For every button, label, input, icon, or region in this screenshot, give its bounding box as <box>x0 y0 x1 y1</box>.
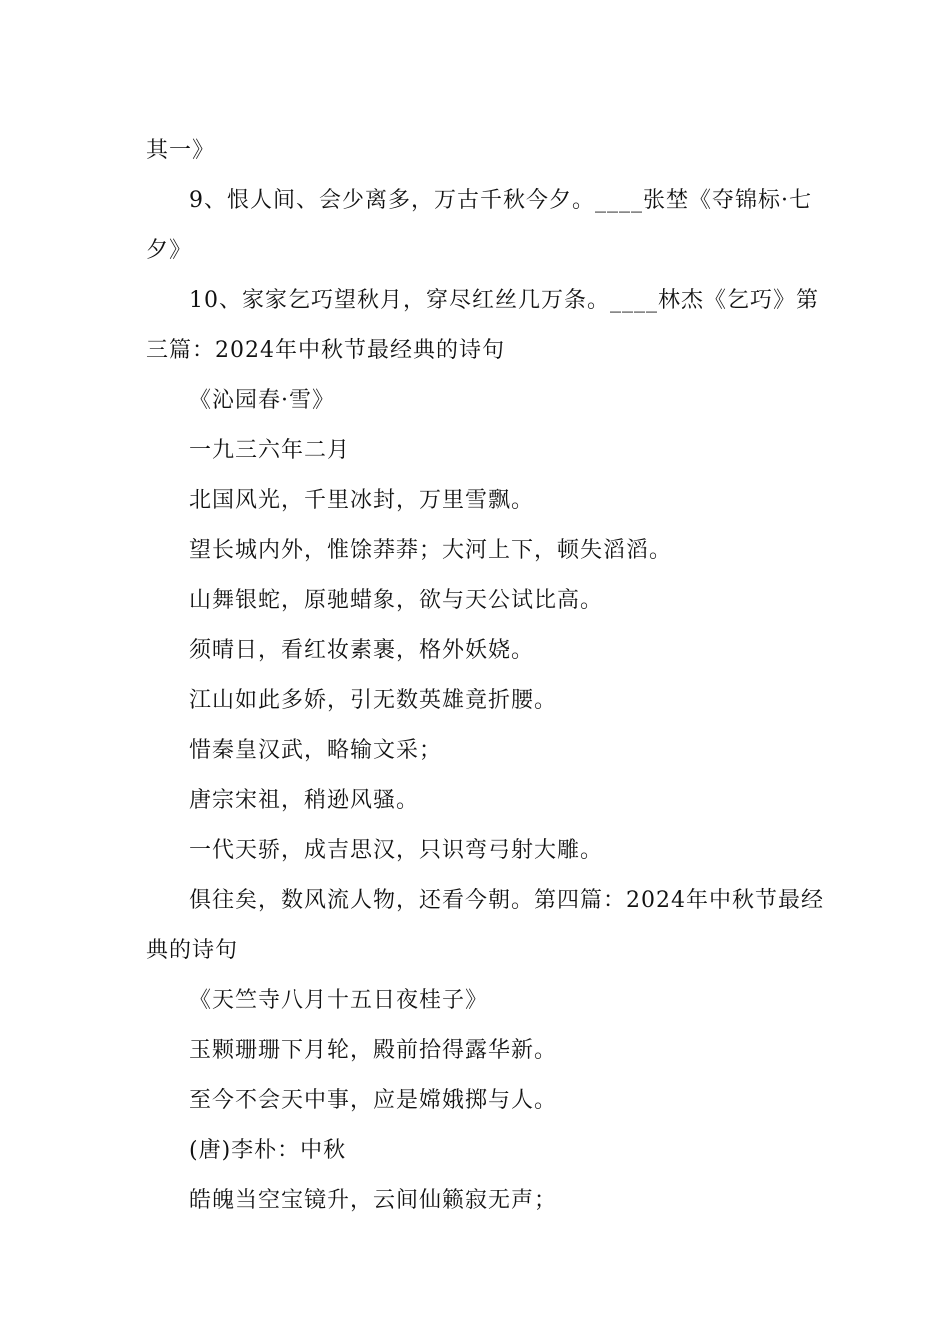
text-line: 望长城内外，惟馀莽莽；大河上下，顿失滔滔。 <box>189 538 673 563</box>
text-line: 10、家家乞巧望秋月，穿尽红丝几万条。____林杰《乞巧》第 <box>189 288 819 313</box>
text-line: 俱往矣，数风流人物，还看今朝。第四篇：2024年中秋节最经 <box>189 888 824 913</box>
text-line: 至今不会天中事，应是嫦娥掷与人。 <box>189 1088 558 1113</box>
poem-title: 《沁园春·雪》 <box>189 388 335 413</box>
text-line: 江山如此多娇，引无数英雄竟折腰。 <box>189 688 558 713</box>
text-line: 北国风光，千里冰封，万里雪飘。 <box>189 488 535 513</box>
text-line: 玉颗珊珊下月轮，殿前拾得露华新。 <box>189 1038 558 1063</box>
text-line: 夕》 <box>146 238 193 263</box>
text-line: 一代天骄，成吉思汉，只识弯弓射大雕。 <box>189 838 604 863</box>
text-line: 惜秦皇汉武，略输文采； <box>189 738 443 763</box>
text-line: (唐)李朴：中秋 <box>189 1138 347 1163</box>
text-line: 三篇：2024年中秋节最经典的诗句 <box>146 338 505 363</box>
text-line: 皓魄当空宝镜升，云间仙籁寂无声； <box>189 1188 558 1213</box>
text-line: 唐宗宋祖，稍逊风骚。 <box>189 788 420 813</box>
text-line: 一九三六年二月 <box>189 438 351 463</box>
text-line: 须晴日，看红妆素裹，格外妖娆。 <box>189 638 535 663</box>
text-line: 典的诗句 <box>146 938 239 963</box>
text-line: 其一》 <box>146 138 216 163</box>
text-line: 9、恨人间、会少离多，万古千秋今夕。____张埜《夺锦标·七 <box>189 188 812 213</box>
text-line: 山舞银蛇，原驰蜡象，欲与天公试比高。 <box>189 588 604 613</box>
poem-title: 《天竺寺八月十五日夜桂子》 <box>189 988 489 1013</box>
